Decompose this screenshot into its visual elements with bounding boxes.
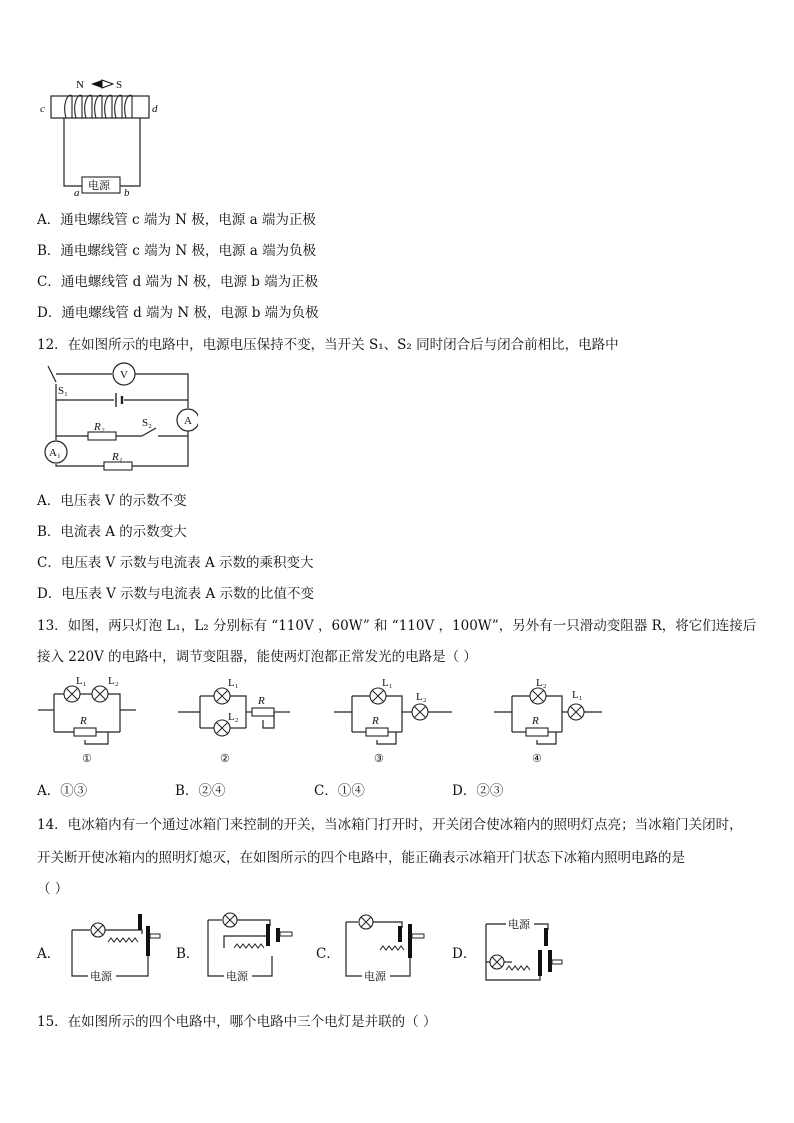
q13-option-b: B．②④ (175, 783, 226, 799)
power-source-label: 电源 (88, 180, 110, 192)
circuit-number-1: ① (82, 753, 92, 765)
label-s2: S₂ (142, 417, 152, 429)
q12-option-d: D．电压表 V 示数与电流表 A 示数的比值不变 (37, 586, 314, 602)
label-l2: L₂ (228, 711, 239, 723)
label-r1: R₁ (112, 451, 123, 463)
q14-stem-line3: （ ） (37, 881, 69, 897)
q14-circuit-d (482, 910, 582, 986)
label-r: R (372, 715, 379, 727)
ammeter-a1-label: A₁ (49, 447, 61, 459)
label-l1: L₁ (382, 677, 393, 689)
voltmeter-label: V (120, 369, 128, 381)
q14-circuit-b (200, 908, 300, 984)
label-s: S (116, 79, 123, 91)
label-s1: S₁ (58, 385, 68, 397)
q11-option-d: D．通电螺线管 d 端为 N 极，电源 b 端为负极 (37, 305, 319, 321)
label-r2: R₂ (94, 421, 105, 433)
q14-stem-line2: 开关断开使冰箱内的照明灯熄灭，在如图所示的四个电路中，能正确表示冰箱开门状态下冰箱内照明电路的是 (37, 850, 685, 866)
label-r: R (80, 715, 87, 727)
label-a: a (74, 187, 80, 198)
solenoid-figure (36, 74, 166, 198)
q13-option-a: A．①③ (37, 783, 88, 799)
power-source-label: 电源 (364, 971, 386, 983)
label-b: b (124, 187, 130, 198)
q13-option-c: C．①④ (314, 783, 365, 799)
q14-stem-line1: 14．电冰箱内有一个通过冰箱门来控制的开关，当冰箱门打开时，开关闭合使冰箱内的照明灯点亮；当冰箱门关闭时， (37, 817, 743, 833)
q14-circuit-c (340, 904, 440, 984)
q13-circuit-4 (492, 676, 622, 768)
q14-circuit-a (68, 910, 168, 982)
q14-option-a: A． (37, 946, 61, 962)
label-r: R (532, 715, 539, 727)
q12-option-a: A．电压表 V 的示数不变 (37, 493, 187, 509)
q12-stem: 12．在如图所示的电路中，电源电压保持不变，当开关 S₁、S₂ 同时闭合后与闭合前相比，电路中 (37, 337, 619, 353)
q13-stem-line2: 接入 220V 的电路中，调节变阻器，能使两灯泡都正常发光的电路是（ ） (37, 649, 477, 665)
label-l1: L₁ (228, 677, 239, 689)
label-n: N (76, 79, 84, 91)
q13-option-d: D．②③ (452, 783, 504, 799)
q13-circuit-3 (332, 676, 462, 768)
q15-stem: 15．在如图所示的四个电路中，哪个电路中三个电灯是并联的（ ） (37, 1014, 437, 1030)
q13-circuit-2 (176, 676, 296, 768)
label-r: R (258, 695, 265, 707)
q12-option-b: B．电流表 A 的示数变大 (37, 524, 187, 540)
q11-option-b: B．通电螺线管 c 端为 N 极，电源 a 端为负极 (37, 243, 317, 259)
q11-option-a: A．通电螺线管 c 端为 N 极，电源 a 端为正极 (37, 212, 316, 228)
q12-circuit-figure (38, 360, 198, 476)
label-l1: L₁ (76, 676, 87, 687)
ammeter-a-label: A (184, 415, 192, 427)
power-source-label: 电源 (508, 919, 530, 931)
label-d: d (152, 103, 158, 115)
q14-option-d: D． (452, 946, 477, 962)
circuit-number-2: ② (220, 753, 230, 765)
q13-circuit-1 (36, 676, 146, 768)
q11-option-c: C．通电螺线管 d 端为 N 极，电源 b 端为正极 (37, 274, 319, 290)
q12-option-c: C．电压表 V 示数与电流表 A 示数的乘积变大 (37, 555, 314, 571)
label-l2: L₂ (108, 676, 119, 687)
power-source-label: 电源 (226, 971, 248, 983)
circuit-number-4: ④ (532, 753, 542, 765)
q14-option-c: C． (316, 946, 340, 962)
power-source-label: 电源 (90, 971, 112, 982)
label-c: c (40, 103, 45, 115)
label-l1: L₁ (572, 689, 583, 701)
label-l2: L₂ (416, 691, 427, 703)
label-l2: L₂ (536, 677, 547, 689)
q13-stem-line1: 13．如图，两只灯泡 L₁，L₂ 分别标有 “110V ，60W” 和 “110V ，100W”，另外有一只滑动变阻器 R，将它们连接后 (37, 618, 757, 634)
q14-option-b: B． (176, 946, 200, 962)
circuit-number-3: ③ (374, 753, 384, 765)
